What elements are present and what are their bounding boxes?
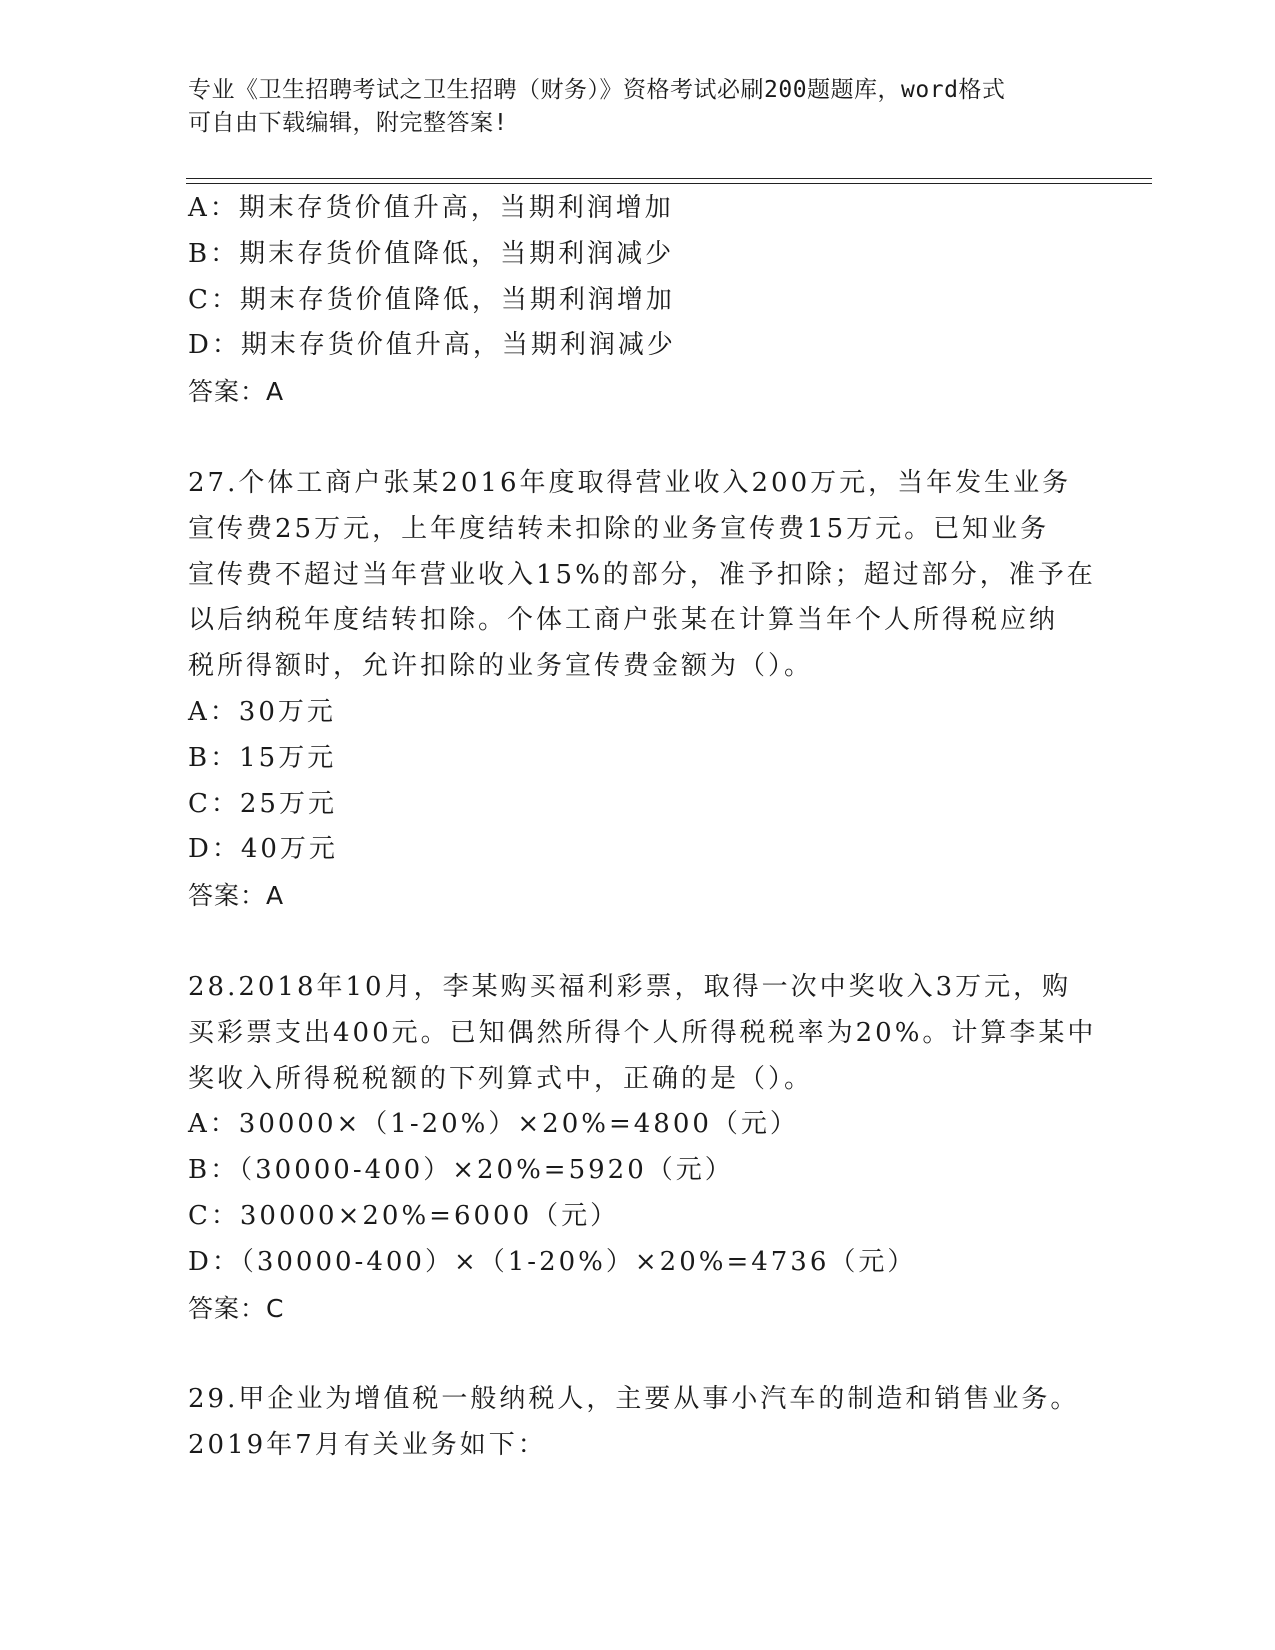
option-d: D：40万元 <box>188 834 338 865</box>
header-title-line-1: 专业《卫生招聘考试之卫生招聘（财务）》资格考试必刷200题题库，word格式 <box>188 77 1006 103</box>
option-c: C：25万元 <box>188 788 337 819</box>
question-stem-line: 以后纳税年度结转扣除。个体工商户张某在计算当年个人所得税应纳 <box>188 605 1059 636</box>
option-b: B：15万元 <box>188 742 337 773</box>
option-b: B：期末存货价值降低，当期利润减少 <box>188 238 675 269</box>
answer: 答案：C <box>188 1293 285 1323</box>
question-stem-line: 27.个体工商户张某2016年度取得营业收入200万元，当年发生业务 <box>188 467 1072 498</box>
question-stem-line: 买彩票支出400元。已知偶然所得个人所得税税率为20%。计算李某中 <box>188 1017 1097 1048</box>
question-stem-line: 宣传费25万元，上年度结转未扣除的业务宣传费15万元。已知业务 <box>188 513 1050 544</box>
header-title-line-2: 可自由下载编辑，附完整答案! <box>188 110 508 136</box>
question-28 <box>188 965 1097 1331</box>
option-d: D：（30000-400）×（1-20%）×20%=4736（元） <box>188 1246 917 1277</box>
option-c: C：期末存货价值降低，当期利润增加 <box>188 284 675 315</box>
header-divider-bottom <box>186 183 1152 184</box>
question-stem-line: 28.2018年10月，李某购买福利彩票，取得一次中奖收入3万元，购 <box>188 971 1072 1002</box>
question-stem-line: 29.甲企业为增值税一般纳税人，主要从事小汽车的制造和销售业务。 <box>188 1384 1080 1415</box>
option-a: A：30万元 <box>188 696 336 727</box>
option-a: A：期末存货价值升高，当期利润增加 <box>188 193 674 223</box>
option-a: A：30000×（1-20%）×20%=4800（元） <box>188 1109 799 1140</box>
question-stem-line: 税所得额时，允许扣除的业务宣传费金额为（）。 <box>188 651 814 682</box>
question-stem-line: 2019年7月有关业务如下： <box>188 1430 547 1461</box>
question-29 <box>188 1377 1088 1469</box>
document-header <box>188 74 1088 140</box>
question-26 <box>188 186 1088 415</box>
option-c: C：30000×20%=6000（元） <box>188 1200 620 1231</box>
answer: 答案：A <box>188 881 285 911</box>
question-content <box>188 186 1097 1469</box>
question-stem-line: 奖收入所得税税额的下列算式中，正确的是（）。 <box>188 1063 814 1094</box>
question-stem-line: 宣传费不超过当年营业收入15%的部分，准予扣除；超过部分，准予在 <box>188 559 1096 590</box>
option-d: D：期末存货价值升高，当期利润减少 <box>188 330 676 361</box>
question-27 <box>188 461 1096 919</box>
header-divider-top <box>186 178 1152 179</box>
option-b: B：（30000-400）×20%=5920（元） <box>188 1155 734 1186</box>
answer: 答案：A <box>188 377 285 407</box>
